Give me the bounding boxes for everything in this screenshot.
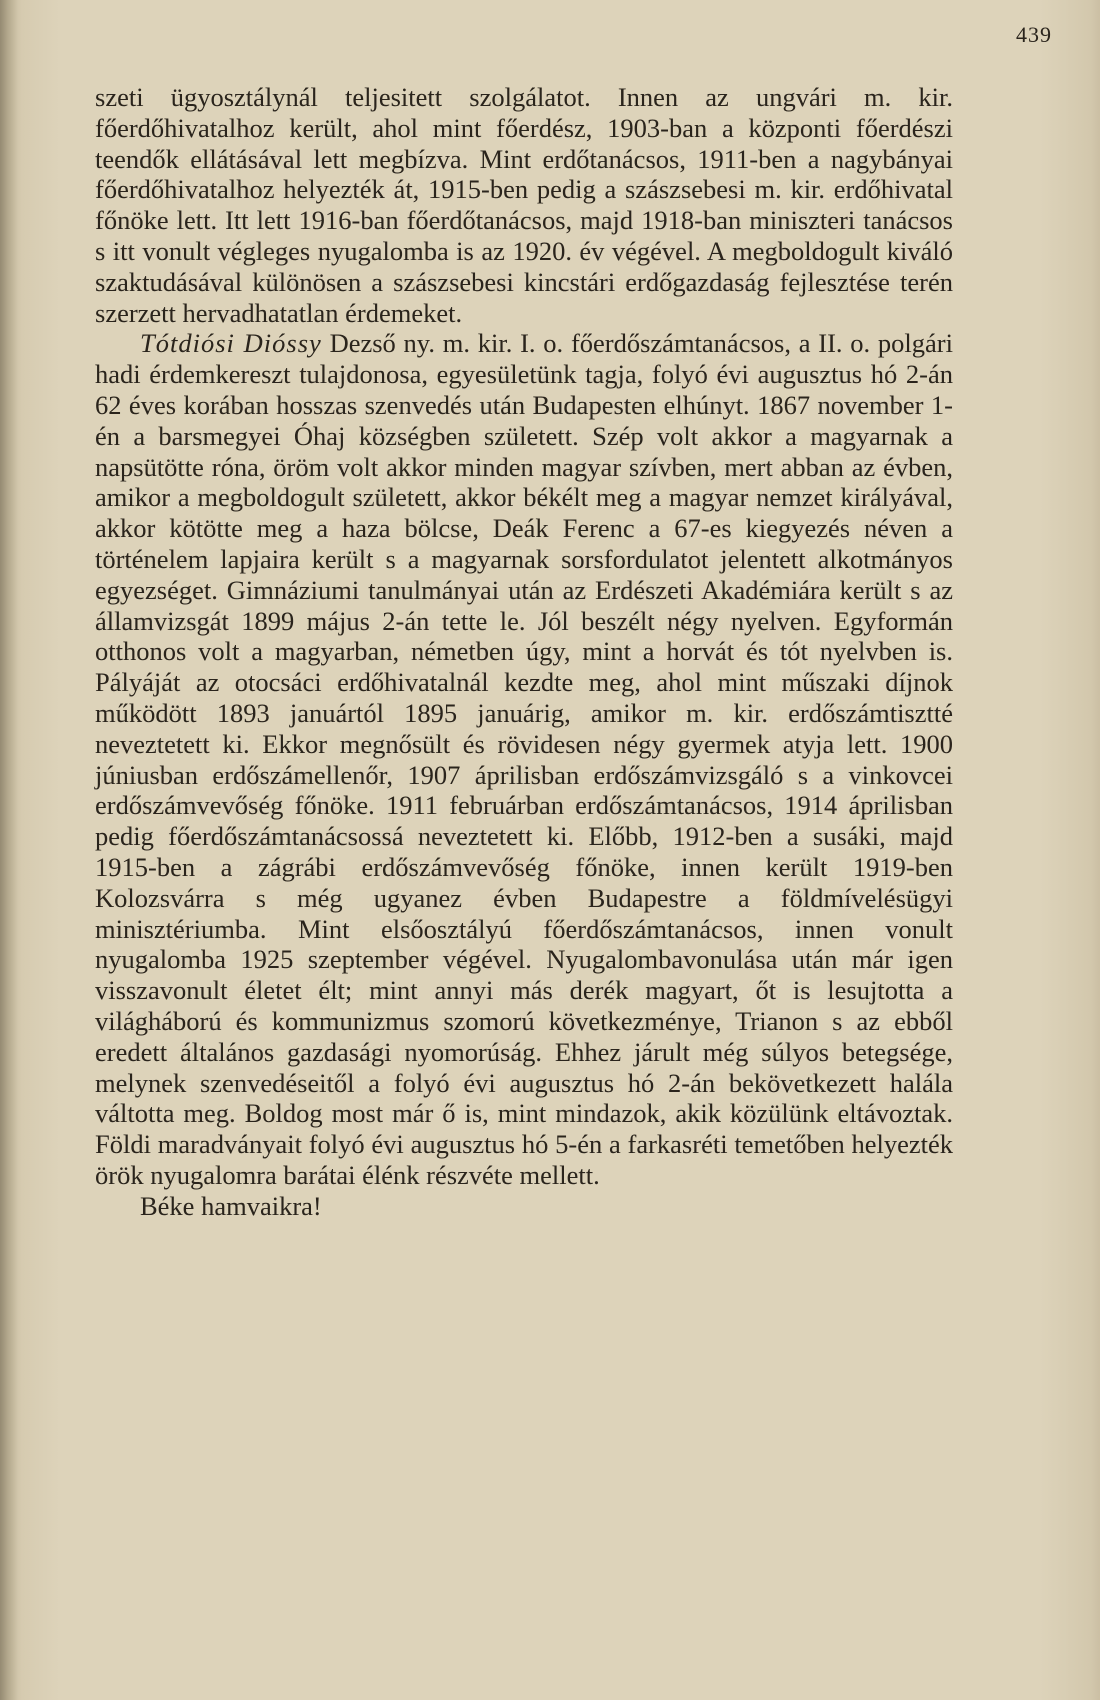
page-number: 439 — [1016, 22, 1052, 47]
obituary-name: Tótdiósi Dióssy — [140, 328, 322, 359]
closing-line: Béke hamvaikra! — [140, 1190, 322, 1221]
paragraph-continuation: szeti ügyosztálynál teljesitett szolgálatot. Innen az ungvári m. kir. főerdőhivatalhoz került, ahol mint főerdész, 1903-ban a központi főerdészi teendők ellátásával lett megbízva. Mint erdőtanácsos, 1911-ben a nagybányai főerdőhivatalhoz helyezték át, 1915-ben pedig a szászsebesi m. kir. erdőhivatal főnöke lett. Itt lett 1916-ban főerdőtanácsos, majd 1918-ban miniszteri tanácsos s itt vonult végleges nyugalomba is az 1920. év végével. A megboldogult kiváló szaktudásával különösen a szászsebesi kincstári erdőgazdaság fejlesztése terén szerzett hervadhatatlan érdemeket. — [95, 82, 953, 328]
paragraph-obituary — [95, 328, 953, 1190]
page-spine-shadow — [0, 0, 18, 1700]
body-text — [95, 82, 953, 1221]
obituary-body: Dezső ny. m. kir. I. o. főerdőszámtanácsos, a II. o. polgári hadi érdemkereszt tulajdonosa, egyesületünk tagja, folyó évi augusztus hó 2-án 62 éves korában hosszas szenvedés után Budapesten elhúnyt. 1867 november 1-én a barsmegyei Óhaj községben született. Szép volt akkor a magyarnak a napsütötte róna, öröm volt akkor minden magyar szívben, mert abban az évben, amikor a megboldogult született, akkor békélt meg a magyar nemzet királyával, akkor kötötte meg a haza bölcse, Deák Ferenc a 67-es kiegyezés néven a történelem lapjaira került s a magyarnak sorsfordulatot jelentett alkotmányos egyezséget. Gimnáziumi tanulmányai után az Erdészeti Akadémiára került s az államvizsgát 1899 május 2-án tette le. Jól beszélt négy nyelven. Egyformán otthonos volt a magyarban, németben úgy, mint a horvát és tót nyelvben is. Pályáját az otocsáci erdőhivatalnál kezdte meg, ahol mint műszaki díjnok működött 1893 januártól 1895 januárig, amikor m. kir. erdőszámtisztté neveztetett ki. Ekkor megnősült és rövidesen négy gyermek atyja lett. 1900 júniusban erdőszámellenőr, 1907 áprilisban erdőszámvizsgáló s a vinkovcei erdőszámvevőség főnöke. 1911 februárban erdőszámtanácsos, 1914 áprilisban pedig főerdőszámtanácsossá neveztetett ki. Előbb, 1912-ben a susáki, majd 1915-ben a zágrábi erdőszámvevőség főnöke, innen került 1919-ben Kolozsvárra s még ugyanez évben Budapestre a földmívelésügyi minisztériumba. Mint elsőosztályú főerdőszámtanácsos, innen vonult nyugalomba 1925 szeptember végével. Nyugalombavonulása után már igen visszavonult életet élt; mint annyi más derék magyart, őt is lesujtotta a világháború és kommunizmus szomorú következménye, Trianon s az ebből eredett általános gazdasági nyomorúság. Ehhez járult még súlyos betegsége, melynek szenvedéseitől a folyó évi augusztus hó 2-án bekövetkezett halála váltotta meg. Boldog most már ő is, mint mindazok, akik közülünk eltávoztak. Földi maradványait folyó évi augusztus hó 5-én a farkasréti temetőben helyezték örök nyugalomra barátai élénk részvéte mellett. — [95, 328, 953, 1190]
